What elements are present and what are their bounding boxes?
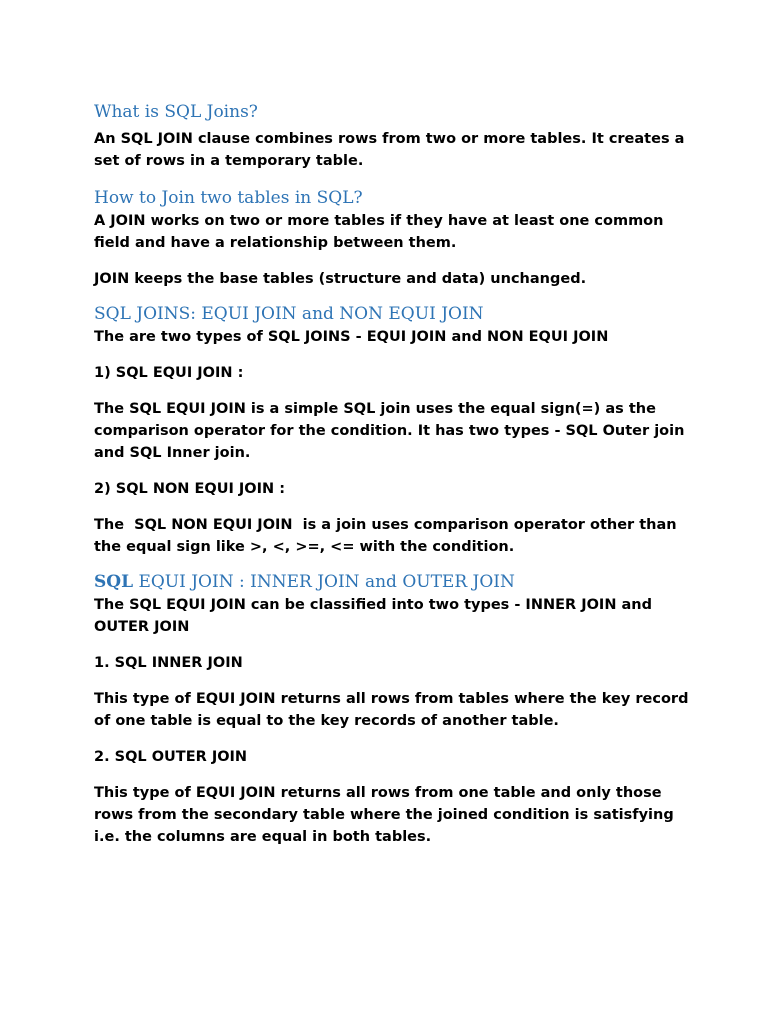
- paragraph-inner-join-description: This type of EQUI JOIN returns all rows from tables where the key record of one table is equal to the key records of another table.: [94, 691, 694, 729]
- subheading-non-equi-join: 2) SQL NON EQUI JOIN :: [94, 481, 286, 497]
- heading-equi-non-equi: SQL JOINS: EQUI JOIN and NON EQUI JOIN: [94, 304, 484, 324]
- paragraph-join-definition: An SQL JOIN clause combines rows from two or more tables. It creates a set of rows in a temporary table.: [94, 131, 690, 169]
- heading-inner-outer-bold: SQL: [94, 572, 134, 592]
- subheading-inner-join: 1. SQL INNER JOIN: [94, 655, 243, 671]
- heading-inner-outer: [94, 570, 694, 594]
- heading-how-to-join: How to Join two tables in SQL?: [94, 188, 363, 208]
- paragraph-equi-join-description: The SQL EQUI JOIN is a simple SQL join uses the equal sign(=) as the comparison operator for the condition. It has two types - SQL Outer join and SQL Inner join.: [94, 401, 690, 461]
- paragraph-non-equi-join-description: The SQL NON EQUI JOIN is a join uses comparison operator other than the equal sign like >, <, >=, <= with the condition.: [94, 517, 682, 555]
- paragraph-two-types: The are two types of SQL JOINS - EQUI JOIN and NON EQUI JOIN: [94, 329, 609, 345]
- document-body: [94, 100, 694, 848]
- paragraph-equi-classification: The SQL EQUI JOIN can be classified into two types - INNER JOIN and OUTER JOIN: [94, 597, 658, 635]
- subheading-outer-join: 2. SQL OUTER JOIN: [94, 749, 248, 765]
- heading-what-is-sql-joins: What is SQL Joins?: [94, 102, 258, 122]
- paragraph-join-unchanged: JOIN keeps the base tables (structure and data) unchanged.: [94, 271, 587, 287]
- paragraph-outer-join-description: This type of EQUI JOIN returns all rows from one table and only those rows from the secondary table where the joined condition is satisfying i.e. the columns are equal in both tables.: [94, 785, 679, 845]
- subheading-equi-join: 1) SQL EQUI JOIN :: [94, 365, 244, 381]
- heading-inner-outer-rest: EQUI JOIN : INNER JOIN and OUTER JOIN: [133, 572, 515, 592]
- paragraph-join-requirements: A JOIN works on two or more tables if they have at least one common field and have a relationship between them.: [94, 213, 669, 251]
